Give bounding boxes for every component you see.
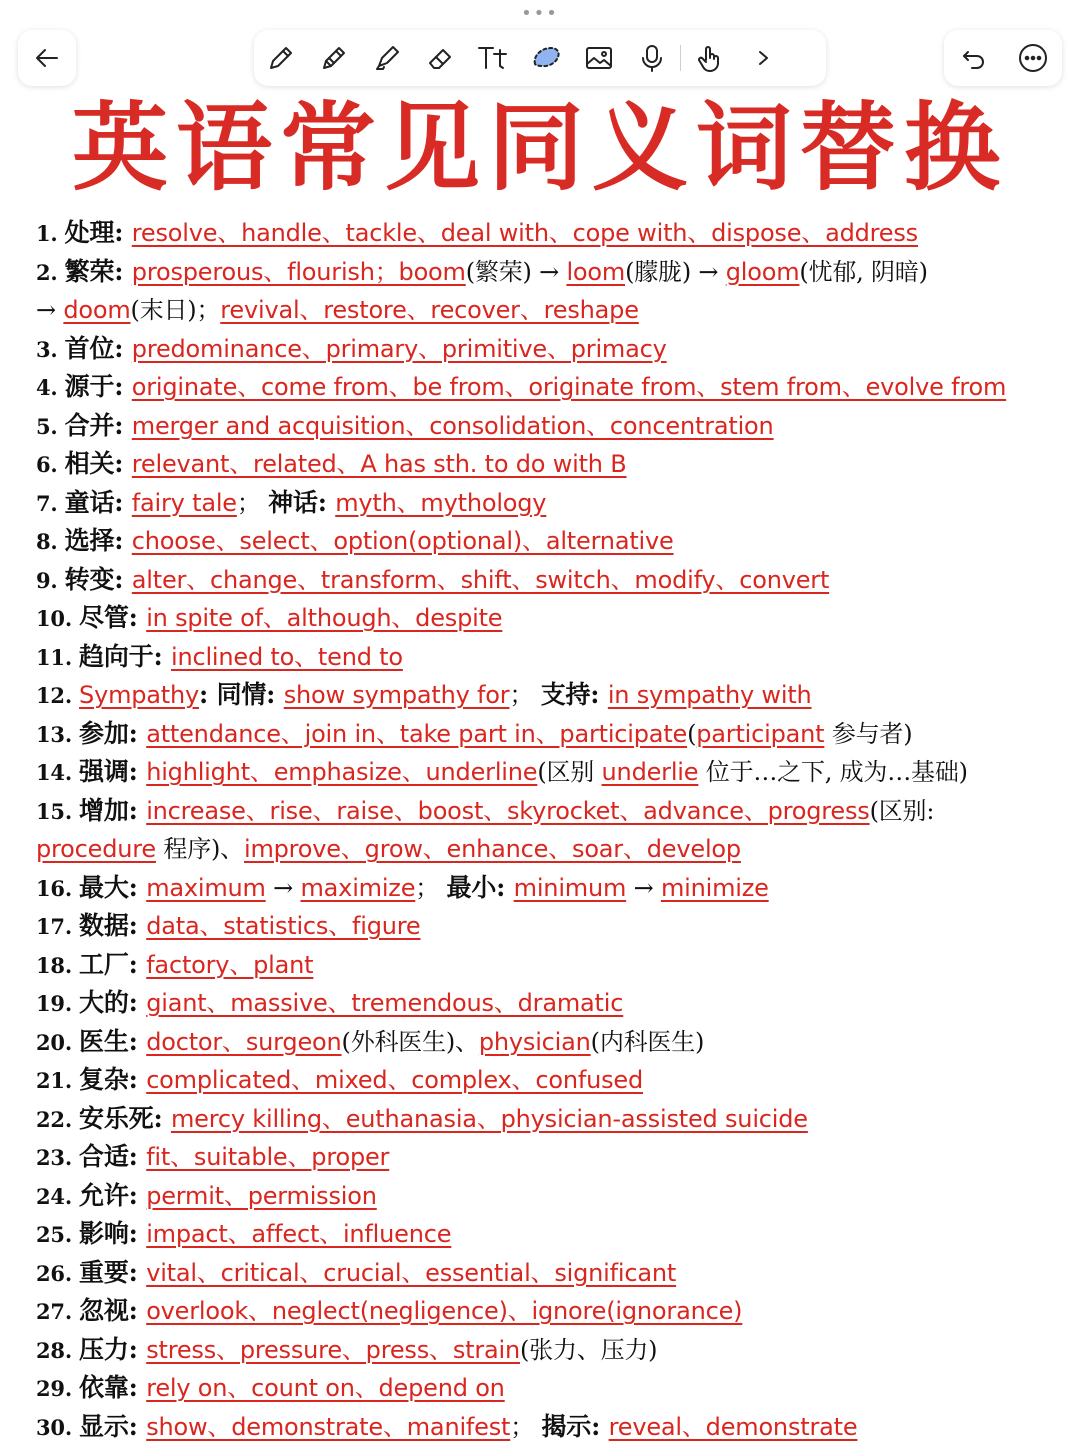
item-label: 繁荣: xyxy=(64,256,132,286)
list-item xyxy=(36,214,1052,253)
list-item xyxy=(36,1254,1052,1293)
list-item xyxy=(36,946,1052,985)
synonym-link[interactable]: mercy killing、euthanasia、physician-assisted suicide xyxy=(170,1104,808,1133)
item-label: 转变: xyxy=(64,564,132,594)
annotation-text: (外科医生)、 xyxy=(341,1027,479,1056)
list-item xyxy=(36,869,1052,908)
list-item xyxy=(36,676,1052,715)
item-label: 影响: xyxy=(79,1219,147,1248)
list-item xyxy=(36,599,1052,638)
item-number: 6. xyxy=(36,452,65,477)
item-label: 显示: xyxy=(79,1411,147,1441)
synonym-link[interactable]: merger and acquisition、consolidation、concentration xyxy=(131,411,774,440)
item-label: 压力: xyxy=(79,1334,147,1364)
list-item xyxy=(36,1177,1052,1216)
annotation-text: 程序)、 xyxy=(155,835,244,863)
list-item xyxy=(36,253,1052,292)
item-number: 12. xyxy=(36,683,80,708)
undo-icon[interactable] xyxy=(944,30,1003,86)
synonym-link[interactable]: procedure xyxy=(36,835,156,863)
synonym-link[interactable]: impact、affect、influence xyxy=(146,1220,452,1248)
list-item xyxy=(36,792,1052,831)
list-item xyxy=(36,291,1052,330)
annotation-text: → xyxy=(265,873,301,902)
item-number: 8. xyxy=(36,529,65,554)
item-number: 28. xyxy=(36,1337,80,1363)
synonym-link[interactable]: improve、grow、enhance、soar、develop xyxy=(243,835,741,863)
synonym-link[interactable]: highlight、emphasize、underline xyxy=(146,758,538,786)
text-tool-icon[interactable] xyxy=(466,30,519,86)
item-number: 3. xyxy=(36,336,65,362)
window-grabber[interactable]: ••• xyxy=(521,3,559,24)
item-number: 11. xyxy=(36,644,80,670)
touch-icon[interactable] xyxy=(683,30,736,86)
annotation-text: (张力、压力) xyxy=(520,1335,658,1364)
synonym-link[interactable]: alter、change、transform、shift、switch、modify、convert xyxy=(131,565,830,594)
annotation-text: → xyxy=(626,873,661,902)
item-number: 7. xyxy=(36,490,65,516)
pencil-icon[interactable] xyxy=(307,30,360,86)
synonym-link[interactable]: originate、come from、be from、originate from、stem from、evolve from xyxy=(131,373,1007,401)
item-number: 25. xyxy=(36,1222,80,1247)
item-label: 复杂: xyxy=(79,1065,147,1094)
synonym-link[interactable]: factory、plant xyxy=(146,950,314,979)
item-number: 19. xyxy=(36,991,80,1016)
annotation-text: (忧郁, 阴暗) xyxy=(799,257,928,286)
list-item xyxy=(36,1138,1052,1177)
synonym-link[interactable]: fit、suitable、proper xyxy=(146,1143,390,1171)
synonym-link[interactable]: loom xyxy=(566,257,626,286)
item-number: 30. xyxy=(36,1414,80,1440)
item-label: 揭示: xyxy=(541,1411,609,1441)
eraser-icon[interactable] xyxy=(413,30,466,86)
synonym-link[interactable]: minimum xyxy=(513,873,627,902)
annotation-text: 位于…之下, 成为…基础) xyxy=(698,758,968,786)
synonym-link[interactable]: inclined to、tend to xyxy=(170,642,403,671)
synonym-link[interactable]: choose、select、option(optional)、alternative xyxy=(131,527,674,555)
item-label: 尽管: xyxy=(79,603,147,632)
item-number: 20. xyxy=(36,1029,80,1055)
item-number: 17. xyxy=(36,914,80,939)
list-item xyxy=(36,1023,1052,1062)
list-item xyxy=(36,907,1052,946)
annotation-text: → xyxy=(36,296,64,324)
synonym-link[interactable]: complicated、mixed、complex、confused xyxy=(146,1066,644,1094)
item-label: 增加: xyxy=(79,795,147,825)
list-item xyxy=(36,1061,1052,1100)
synonym-link[interactable]: in spite of、although、despite xyxy=(146,604,503,632)
item-label: 处理: xyxy=(64,218,132,247)
item-label: 支持: xyxy=(540,680,608,709)
item-number: 27. xyxy=(36,1299,80,1324)
item-label: 大的: xyxy=(79,988,147,1017)
toolbar-divider xyxy=(680,45,681,71)
item-label: 参加: xyxy=(79,718,147,748)
lasso-icon[interactable] xyxy=(519,30,572,86)
synonym-link[interactable]: data、statistics、figure xyxy=(146,912,421,940)
chevron-right-icon[interactable] xyxy=(736,30,789,86)
item-label: 重要: xyxy=(79,1257,147,1287)
item-number: 1. xyxy=(36,221,65,246)
page-title: 英语常见同义词替换 xyxy=(72,91,1008,204)
item-label: 神话: xyxy=(268,487,336,517)
list-item xyxy=(36,1100,1052,1139)
item-label: 童话: xyxy=(64,487,132,517)
annotation-text: ； xyxy=(509,681,541,709)
synonym-link[interactable]: minimize xyxy=(660,873,769,902)
synonym-link[interactable]: gloom xyxy=(725,257,800,286)
list-item xyxy=(36,1331,1052,1370)
item-number: 4. xyxy=(36,375,65,400)
synonym-link[interactable]: participant xyxy=(696,719,825,748)
item-label: : 同情: xyxy=(199,680,284,709)
synonym-link[interactable]: physician xyxy=(478,1027,591,1056)
list-item xyxy=(36,368,1052,407)
list-item xyxy=(36,1292,1052,1331)
synonym-link[interactable]: resolve、handle、tackle、deal with、cope with、dispose、address xyxy=(131,219,918,247)
synonym-link[interactable]: myth、mythology xyxy=(335,488,547,517)
item-label: 合适: xyxy=(79,1142,147,1171)
item-label: 选择: xyxy=(64,526,132,555)
synonym-link[interactable]: doom xyxy=(63,296,131,324)
synonym-link[interactable]: increase、rise、raise、boost、skyrocket、advance、progress xyxy=(146,796,870,825)
synonym-link[interactable]: stress、pressure、press、strain xyxy=(146,1335,520,1364)
synonym-link[interactable]: show sympathy for xyxy=(283,681,510,709)
back-arrow-icon xyxy=(33,44,61,72)
list-item xyxy=(36,984,1052,1023)
back-button[interactable] xyxy=(18,30,76,86)
item-number: 15. xyxy=(36,798,80,824)
annotation-text: 参与者) xyxy=(824,719,913,748)
item-number: 22. xyxy=(36,1106,80,1132)
synonym-link[interactable]: show、demonstrate、manifest xyxy=(146,1412,511,1441)
synonym-link[interactable]: rely on、count on、depend on xyxy=(146,1374,505,1402)
synonym-link[interactable]: prosperous、flourish；boom xyxy=(131,257,466,286)
list-item xyxy=(36,1215,1052,1254)
item-label: 最小: xyxy=(446,872,514,902)
synonym-link[interactable]: Sympathy xyxy=(79,681,200,709)
annotation-text: ； xyxy=(415,873,447,902)
item-number: 2. xyxy=(36,259,65,285)
annotation-text: (内科医生) xyxy=(590,1027,705,1056)
synonym-link[interactable]: permit、permission xyxy=(146,1181,377,1210)
list-item xyxy=(36,753,1052,792)
pen-icon[interactable] xyxy=(254,30,307,86)
item-number: 29. xyxy=(36,1376,80,1401)
item-label: 相关: xyxy=(64,449,132,478)
item-label: 源于: xyxy=(64,372,132,401)
item-label: 最大: xyxy=(79,872,147,902)
more-icon[interactable] xyxy=(1003,30,1062,86)
highlighter-icon[interactable] xyxy=(360,30,413,86)
list-item xyxy=(36,1408,1052,1447)
item-label: 忽视: xyxy=(79,1296,147,1325)
synonym-link[interactable]: attendance、join in、take part in、participate xyxy=(146,719,688,748)
annotation-text: (繁荣) → xyxy=(465,257,567,286)
item-number: 9. xyxy=(36,567,65,593)
item-label: 安乐死: xyxy=(79,1103,171,1133)
list-item xyxy=(36,330,1052,369)
synonym-link[interactable]: fairy tale xyxy=(131,488,237,517)
synonym-link[interactable]: overlook、neglect(negligence)、ignore(ignorance) xyxy=(146,1297,743,1325)
synonym-link[interactable]: in sympathy with xyxy=(607,681,812,709)
item-number: 5. xyxy=(36,413,65,439)
synonym-link[interactable]: vital、critical、crucial、essential、significant xyxy=(146,1258,677,1287)
synonym-link[interactable]: revival、restore、recover、reshape xyxy=(220,296,639,324)
annotation-text: ； xyxy=(236,488,269,517)
synonym-link[interactable]: maximize xyxy=(300,873,416,902)
annotation-text: ； xyxy=(510,1412,542,1441)
synonym-link[interactable]: reveal、demonstrate xyxy=(608,1412,858,1441)
item-label: 合并: xyxy=(64,410,132,440)
synonym-link[interactable]: underlie xyxy=(601,758,699,786)
list-item xyxy=(36,484,1052,523)
item-number: 21. xyxy=(36,1068,80,1093)
item-label: 允许: xyxy=(79,1180,147,1210)
annotation-text: (区别: xyxy=(869,796,935,825)
item-number: 23. xyxy=(36,1145,80,1170)
synonym-link[interactable]: maximum xyxy=(146,873,266,902)
list-item xyxy=(36,445,1052,484)
tool-palette xyxy=(254,30,826,86)
annotation-text: (朦胧) → xyxy=(625,257,726,286)
item-number: 26. xyxy=(36,1260,80,1286)
synonym-link[interactable]: relevant、related、A has sth. to do with B xyxy=(131,450,627,478)
list-item xyxy=(36,407,1052,446)
list-item xyxy=(36,1369,1052,1408)
annotation-text: ( xyxy=(687,719,697,748)
item-label: 数据: xyxy=(79,911,147,940)
synonym-link[interactable]: giant、massive、tremendous、dramatic xyxy=(146,989,624,1017)
item-number: 14. xyxy=(36,760,80,785)
item-number: 16. xyxy=(36,875,80,901)
item-number: 10. xyxy=(36,606,80,631)
item-label: 强调: xyxy=(79,757,147,786)
item-label: 首位: xyxy=(64,333,132,363)
item-label: 工厂: xyxy=(79,949,147,979)
synonym-list xyxy=(36,214,1052,1446)
list-item xyxy=(36,638,1052,677)
synonym-link[interactable]: predominance、primary、primitive、primacy xyxy=(131,334,667,363)
mic-icon[interactable] xyxy=(625,30,678,86)
list-item xyxy=(36,830,1052,869)
annotation-text: (区别 xyxy=(537,758,602,786)
item-label: 医生: xyxy=(79,1026,147,1056)
image-icon[interactable] xyxy=(572,30,625,86)
item-label: 趋向于: xyxy=(79,641,171,671)
item-number: 24. xyxy=(36,1183,80,1209)
list-item xyxy=(36,715,1052,754)
list-item xyxy=(36,522,1052,561)
item-number: 18. xyxy=(36,952,80,978)
list-item xyxy=(36,561,1052,600)
item-label: 依靠: xyxy=(79,1373,147,1402)
item-number: 13. xyxy=(36,721,80,747)
annotation-text: (末日)； xyxy=(130,296,221,324)
right-controls xyxy=(944,30,1062,86)
synonym-link[interactable]: doctor、surgeon xyxy=(146,1027,342,1056)
